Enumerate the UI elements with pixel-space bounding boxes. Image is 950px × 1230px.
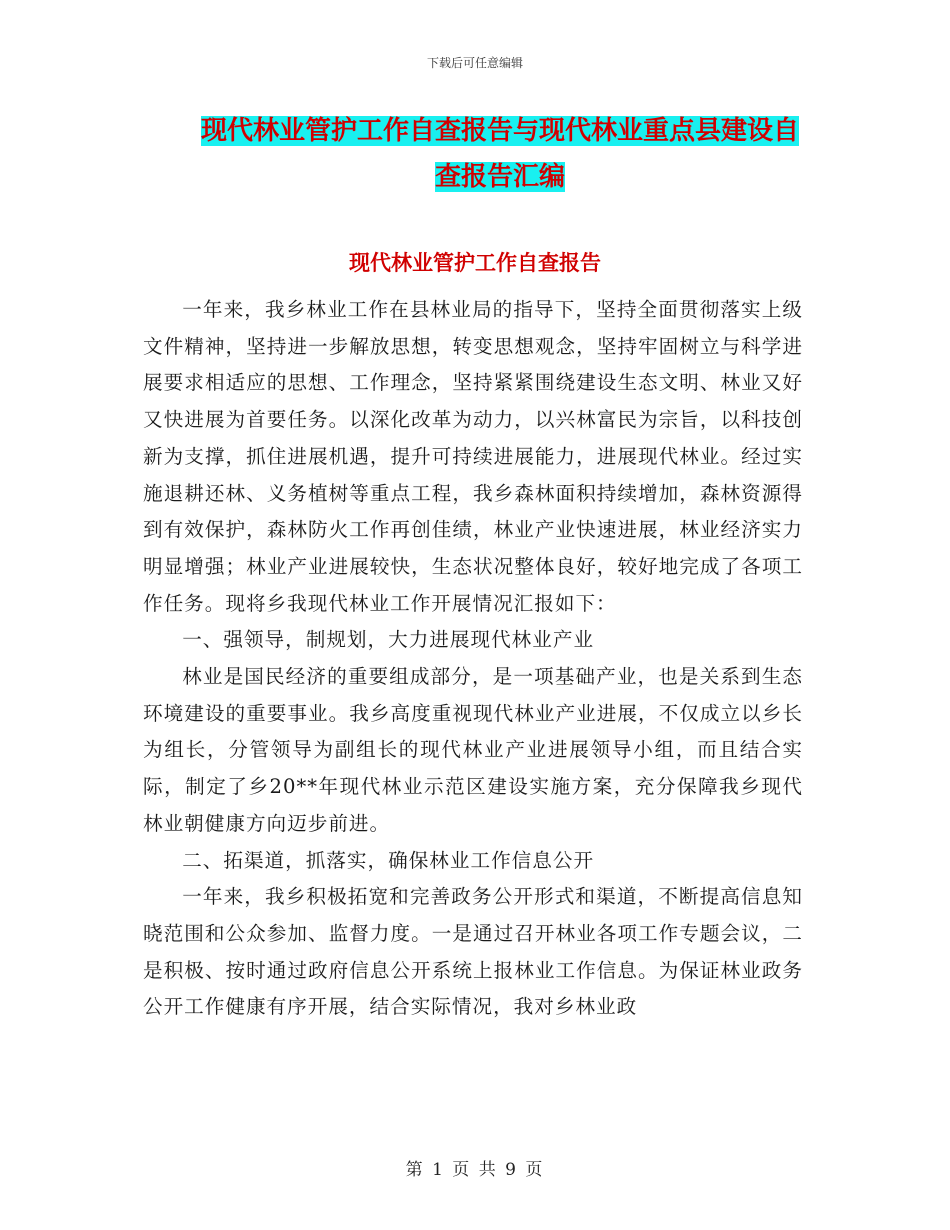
paragraph-section-two: 一年来，我乡积极拓宽和完善政务公开形式和渠道，不断提高信息知晓范围和公众参加、监督力度。一是通过召开林业各项工作专题会议，二是积极、按时通过政府信息公开系统上报林业工作信息。为保证林业政务公开工作健康有序开展，结合实际情况，我对乡林业政 (143, 885, 803, 1019)
document-title-text: 现代林业管护工作自查报告与现代林业重点县建设自查报告汇编 (200, 116, 799, 192)
header-note: 下载后可任意编辑 (426, 56, 523, 70)
paragraph-intro: 一年来，我乡林业工作在县林业局的指导下，坚持全面贯彻落实上级文件精神，坚持进一步解放思想，转变思想观念，坚持牢固树立与科学进展要求相适应的思想、工作理念，坚持紧紧围绕建设生态文明、林业又好又快进展为首要任务。以深化改革为动力，以兴林富民为宗旨，以科技创新为支撑，抓住进展机遇，提升可持续进展能力，进展现代林业。经过实施退耕还林、义务植树等重点工程，我乡森林面积持续增加，森林资源得到有效保护，森林防火工作再创佳绩，林业产业快速进展，林业经济实力明显增强；林业产业进展较快，生态状况整体良好，较好地完成了各项工作任务。现将乡我现代林业工作开展情况汇报如下： (143, 298, 803, 615)
page-number-footer: 第 1 页 共 9 页 (405, 1160, 545, 1180)
heading-section-two: 二、拓渠道，抓落实，确保林业工作信息公开 (182, 848, 595, 872)
section-title: 现代林业管护工作自查报告 (349, 251, 601, 275)
document-body (143, 292, 803, 1026)
document-title (190, 108, 810, 200)
heading-section-one: 一、强领导，制规划，大力进展现代林业产业 (182, 628, 595, 652)
paragraph-section-one: 林业是国民经济的重要组成部分，是一项基础产业，也是关系到生态环境建设的重要事业。我乡高度重视现代林业产业进展，不仅成立以乡长为组长，分管领导为副组长的现代林业产业进展领导小组，而且结合实际，制定了乡20**年现代林业示范区建设实施方案，充分保障我乡现代林业朝健康方向迈步前进。 (143, 665, 803, 835)
